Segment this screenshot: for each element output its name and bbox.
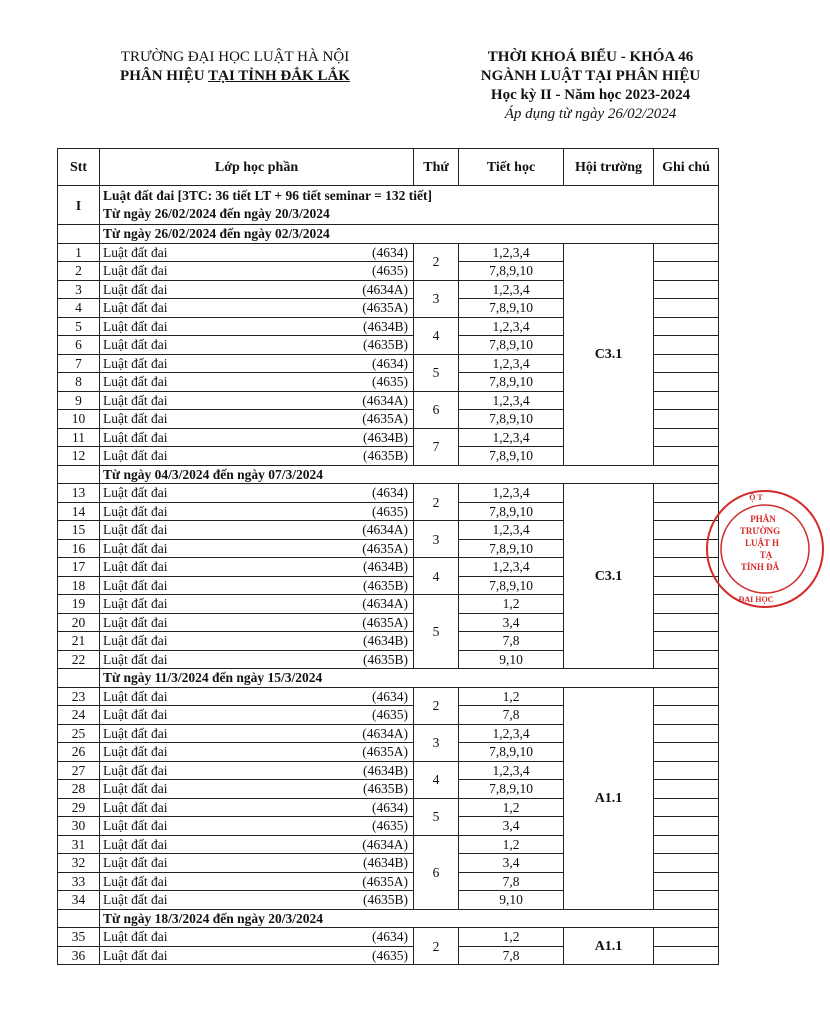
row-course bbox=[100, 484, 414, 503]
semester: Học kỳ II - Năm học 2023-2024 bbox=[490, 87, 691, 103]
class-code: (4635B) bbox=[363, 651, 408, 667]
course-name: Luật đất đai bbox=[103, 818, 168, 834]
room-cell: A1.1 bbox=[564, 928, 654, 965]
row-note bbox=[654, 336, 719, 355]
class-code: (4634A) bbox=[362, 522, 408, 538]
row-course bbox=[100, 373, 414, 392]
course-name: Luật đất đai bbox=[103, 300, 168, 316]
class-code: (4634B) bbox=[363, 855, 408, 871]
row-stt: 31 bbox=[58, 835, 100, 854]
class-code: (4634B) bbox=[363, 633, 408, 649]
row-periods: 1,2,3,4 bbox=[459, 558, 564, 577]
row-periods: 7,8 bbox=[459, 946, 564, 965]
row-course bbox=[100, 928, 414, 947]
svg-text:PHÂN: PHÂN bbox=[750, 514, 776, 524]
row-periods: 7,8,9,10 bbox=[459, 576, 564, 595]
row-course bbox=[100, 243, 414, 262]
row-periods: 7,8,9,10 bbox=[459, 539, 564, 558]
row-note bbox=[654, 262, 719, 281]
row-stt: 28 bbox=[58, 780, 100, 799]
row-note bbox=[654, 872, 719, 891]
branch-name-part1: PHÂN HIỆU bbox=[120, 68, 209, 84]
row-periods: 7,8,9,10 bbox=[459, 336, 564, 355]
course-name: Luật đất đai bbox=[103, 503, 168, 519]
row-stt: 27 bbox=[58, 761, 100, 780]
class-code: (4634A) bbox=[362, 725, 408, 741]
course-name: Luật đất đai bbox=[103, 596, 168, 612]
course-name: Luật đất đai bbox=[103, 522, 168, 538]
row-note bbox=[654, 706, 719, 725]
course-name: Luật đất đai bbox=[103, 281, 168, 297]
row-stt: 15 bbox=[58, 521, 100, 540]
row-periods: 1,2,3,4 bbox=[459, 761, 564, 780]
row-course bbox=[100, 558, 414, 577]
row-stt: 12 bbox=[58, 447, 100, 466]
class-code: (4635B) bbox=[363, 781, 408, 797]
course-name: Luật đất đai bbox=[103, 651, 168, 667]
class-code: (4634B) bbox=[363, 762, 408, 778]
row-course bbox=[100, 761, 414, 780]
row-course bbox=[100, 946, 414, 965]
row-note bbox=[654, 280, 719, 299]
row-note bbox=[654, 798, 719, 817]
row-note bbox=[654, 243, 719, 262]
row-note bbox=[654, 317, 719, 336]
row-day: 6 bbox=[414, 835, 459, 909]
row-day: 5 bbox=[414, 798, 459, 835]
room-cell: C3.1 bbox=[564, 484, 654, 669]
row-stt: 25 bbox=[58, 724, 100, 743]
row-stt: 32 bbox=[58, 854, 100, 873]
course-name: Luật đất đai bbox=[103, 614, 168, 630]
row-periods: 3,4 bbox=[459, 854, 564, 873]
row-periods: 7,8,9,10 bbox=[459, 447, 564, 466]
row-periods: 7,8,9,10 bbox=[459, 502, 564, 521]
row-note bbox=[654, 613, 719, 632]
official-seal bbox=[700, 484, 830, 614]
class-code: (4635A) bbox=[362, 300, 408, 316]
row-course bbox=[100, 317, 414, 336]
table-row bbox=[58, 687, 719, 706]
row-stt: 29 bbox=[58, 798, 100, 817]
week-header-row bbox=[58, 669, 719, 688]
week-header-row bbox=[58, 465, 719, 484]
row-course bbox=[100, 521, 414, 540]
row-stt: 16 bbox=[58, 539, 100, 558]
row-periods: 7,8,9,10 bbox=[459, 780, 564, 799]
week-spacer bbox=[58, 225, 100, 244]
class-code: (4634) bbox=[372, 929, 408, 945]
row-stt: 10 bbox=[58, 410, 100, 429]
row-stt: 7 bbox=[58, 354, 100, 373]
course-name: Luật đất đai bbox=[103, 855, 168, 871]
week-title: Từ ngày 11/3/2024 đến ngày 15/3/2024 bbox=[100, 669, 719, 688]
svg-text:ĐẠI HỌC: ĐẠI HỌC bbox=[738, 595, 774, 604]
class-code: (4635) bbox=[372, 947, 408, 963]
table-row bbox=[58, 243, 719, 262]
row-day: 4 bbox=[414, 761, 459, 798]
svg-text:TRƯỜNG: TRƯỜNG bbox=[739, 526, 781, 536]
row-course bbox=[100, 336, 414, 355]
row-course bbox=[100, 854, 414, 873]
row-course bbox=[100, 706, 414, 725]
svg-text:TẠ: TẠ bbox=[759, 550, 773, 560]
timetable bbox=[57, 148, 719, 965]
row-course bbox=[100, 280, 414, 299]
course-name: Luật đất đai bbox=[103, 337, 168, 353]
section-date-range: Từ ngày 26/02/2024 đến ngày 20/3/2024 bbox=[103, 206, 330, 221]
col-stt: Stt bbox=[58, 149, 100, 186]
row-stt: 24 bbox=[58, 706, 100, 725]
row-periods: 1,2,3,4 bbox=[459, 484, 564, 503]
row-course bbox=[100, 447, 414, 466]
row-periods: 1,2,3,4 bbox=[459, 724, 564, 743]
class-code: (4635B) bbox=[363, 337, 408, 353]
row-day: 2 bbox=[414, 687, 459, 724]
branch-name-part2: TẠI TỈNH ĐẮK LẮK bbox=[208, 68, 350, 84]
course-name: Luật đất đai bbox=[103, 947, 168, 963]
effective-date: Áp dụng từ ngày 26/02/2024 bbox=[504, 106, 677, 122]
row-periods: 1,2,3,4 bbox=[459, 317, 564, 336]
row-course bbox=[100, 817, 414, 836]
row-course bbox=[100, 354, 414, 373]
row-stt: 1 bbox=[58, 243, 100, 262]
row-periods: 1,2,3,4 bbox=[459, 280, 564, 299]
svg-text:LUẬT H: LUẬT H bbox=[744, 538, 780, 548]
row-periods: 1,2 bbox=[459, 835, 564, 854]
row-note bbox=[654, 854, 719, 873]
week-header-row bbox=[58, 909, 719, 928]
row-stt: 13 bbox=[58, 484, 100, 503]
course-name: Luật đất đai bbox=[103, 411, 168, 427]
row-note bbox=[654, 946, 719, 965]
row-course bbox=[100, 798, 414, 817]
course-name: Luật đất đai bbox=[103, 762, 168, 778]
class-code: (4635) bbox=[372, 374, 408, 390]
row-day: 5 bbox=[414, 354, 459, 391]
course-name: Luật đất đai bbox=[103, 263, 168, 279]
row-stt: 17 bbox=[58, 558, 100, 577]
course-name: Luật đất đai bbox=[103, 707, 168, 723]
class-code: (4634A) bbox=[362, 836, 408, 852]
row-stt: 4 bbox=[58, 299, 100, 318]
row-course bbox=[100, 410, 414, 429]
svg-text:TỈNH ĐẮ: TỈNH ĐẮ bbox=[740, 562, 780, 572]
week-spacer bbox=[58, 465, 100, 484]
row-note bbox=[654, 724, 719, 743]
course-name: Luật đất đai bbox=[103, 392, 168, 408]
course-name: Luật đất đai bbox=[103, 355, 168, 371]
class-code: (4635A) bbox=[362, 744, 408, 760]
row-periods: 7,8,9,10 bbox=[459, 262, 564, 281]
row-note bbox=[654, 373, 719, 392]
class-code: (4635) bbox=[372, 503, 408, 519]
row-note bbox=[654, 761, 719, 780]
row-stt: 26 bbox=[58, 743, 100, 762]
week-header-row bbox=[58, 225, 719, 244]
section-title bbox=[100, 186, 719, 225]
row-note bbox=[654, 817, 719, 836]
class-code: (4635) bbox=[372, 707, 408, 723]
row-note bbox=[654, 632, 719, 651]
class-code: (4635) bbox=[372, 263, 408, 279]
row-note bbox=[654, 447, 719, 466]
row-periods: 7,8,9,10 bbox=[459, 410, 564, 429]
row-periods: 7,8 bbox=[459, 872, 564, 891]
row-day: 7 bbox=[414, 428, 459, 465]
table-row bbox=[58, 484, 719, 503]
row-course bbox=[100, 872, 414, 891]
row-day: 4 bbox=[414, 558, 459, 595]
section-number: I bbox=[58, 186, 100, 225]
row-course bbox=[100, 539, 414, 558]
row-stt: 9 bbox=[58, 391, 100, 410]
row-course bbox=[100, 502, 414, 521]
row-stt: 21 bbox=[58, 632, 100, 651]
class-code: (4634A) bbox=[362, 392, 408, 408]
row-periods: 3,4 bbox=[459, 613, 564, 632]
timetable-title: THỜI KHOÁ BIỂU - KHÓA 46 bbox=[487, 49, 694, 65]
course-name: Luật đất đai bbox=[103, 688, 168, 704]
row-periods: 1,2 bbox=[459, 798, 564, 817]
row-periods: 1,2 bbox=[459, 687, 564, 706]
room-cell: C3.1 bbox=[564, 243, 654, 465]
course-name: Luật đất đai bbox=[103, 892, 168, 908]
col-note: Ghi chú bbox=[654, 149, 719, 186]
col-day: Thứ bbox=[414, 149, 459, 186]
row-course bbox=[100, 780, 414, 799]
row-periods: 7,8,9,10 bbox=[459, 299, 564, 318]
row-course bbox=[100, 262, 414, 281]
section-subject: Luật đất đai [3TC: 36 tiết LT + 96 tiết seminar = 132 tiết] bbox=[103, 188, 432, 203]
row-stt: 14 bbox=[58, 502, 100, 521]
row-periods: 1,2,3,4 bbox=[459, 243, 564, 262]
course-name: Luật đất đai bbox=[103, 744, 168, 760]
row-periods: 1,2,3,4 bbox=[459, 391, 564, 410]
branch-name bbox=[70, 67, 400, 86]
row-day: 6 bbox=[414, 391, 459, 428]
class-code: (4634A) bbox=[362, 281, 408, 297]
class-code: (4635B) bbox=[363, 577, 408, 593]
section-row bbox=[58, 186, 719, 225]
row-day: 3 bbox=[414, 521, 459, 558]
row-stt: 5 bbox=[58, 317, 100, 336]
course-name: Luật đất đai bbox=[103, 929, 168, 945]
timetable-header bbox=[418, 48, 763, 124]
university-name: TRƯỜNG ĐẠI HỌC LUẬT HÀ NỘI bbox=[120, 49, 350, 65]
row-periods: 1,2 bbox=[459, 595, 564, 614]
row-day: 2 bbox=[414, 484, 459, 521]
row-note bbox=[654, 687, 719, 706]
week-title: Từ ngày 04/3/2024 đến ngày 07/3/2024 bbox=[100, 465, 719, 484]
row-note bbox=[654, 650, 719, 669]
row-periods: 9,10 bbox=[459, 650, 564, 669]
row-stt: 11 bbox=[58, 428, 100, 447]
course-name: Luật đất đai bbox=[103, 429, 168, 445]
row-note bbox=[654, 780, 719, 799]
row-stt: 2 bbox=[58, 262, 100, 281]
row-periods: 7,8,9,10 bbox=[459, 373, 564, 392]
major-name: NGÀNH LUẬT TẠI PHÂN HIỆU bbox=[480, 68, 701, 84]
row-day: 4 bbox=[414, 317, 459, 354]
row-stt: 22 bbox=[58, 650, 100, 669]
row-periods: 7,8 bbox=[459, 706, 564, 725]
svg-text:Ộ T: Ộ T bbox=[749, 493, 763, 502]
course-name: Luật đất đai bbox=[103, 559, 168, 575]
class-code: (4635A) bbox=[362, 540, 408, 556]
row-day: 3 bbox=[414, 724, 459, 761]
class-code: (4634B) bbox=[363, 429, 408, 445]
class-code: (4635A) bbox=[362, 873, 408, 889]
course-name: Luật đất đai bbox=[103, 873, 168, 889]
class-code: (4635) bbox=[372, 818, 408, 834]
class-code: (4635A) bbox=[362, 411, 408, 427]
row-stt: 3 bbox=[58, 280, 100, 299]
class-code: (4635A) bbox=[362, 614, 408, 630]
table-header-row bbox=[58, 149, 719, 186]
row-course bbox=[100, 891, 414, 910]
col-room: Hội trường bbox=[564, 149, 654, 186]
row-periods: 3,4 bbox=[459, 817, 564, 836]
row-note bbox=[654, 891, 719, 910]
course-name: Luật đất đai bbox=[103, 448, 168, 464]
row-stt: 6 bbox=[58, 336, 100, 355]
row-course bbox=[100, 576, 414, 595]
course-name: Luật đất đai bbox=[103, 836, 168, 852]
class-code: (4634A) bbox=[362, 596, 408, 612]
room-cell: A1.1 bbox=[564, 687, 654, 909]
row-course bbox=[100, 724, 414, 743]
row-note bbox=[654, 299, 719, 318]
row-note bbox=[654, 743, 719, 762]
row-note bbox=[654, 354, 719, 373]
row-stt: 33 bbox=[58, 872, 100, 891]
row-day: 3 bbox=[414, 280, 459, 317]
row-periods: 1,2,3,4 bbox=[459, 521, 564, 540]
row-stt: 30 bbox=[58, 817, 100, 836]
week-title: Từ ngày 26/02/2024 đến ngày 02/3/2024 bbox=[100, 225, 719, 244]
row-stt: 35 bbox=[58, 928, 100, 947]
row-day: 2 bbox=[414, 243, 459, 280]
week-spacer bbox=[58, 909, 100, 928]
row-course bbox=[100, 632, 414, 651]
course-name: Luật đất đai bbox=[103, 725, 168, 741]
row-stt: 34 bbox=[58, 891, 100, 910]
row-stt: 23 bbox=[58, 687, 100, 706]
row-course bbox=[100, 299, 414, 318]
class-code: (4634) bbox=[372, 244, 408, 260]
row-course bbox=[100, 595, 414, 614]
row-stt: 19 bbox=[58, 595, 100, 614]
course-name: Luật đất đai bbox=[103, 577, 168, 593]
school-header bbox=[70, 48, 400, 86]
row-note bbox=[654, 410, 719, 429]
course-name: Luật đất đai bbox=[103, 799, 168, 815]
row-course bbox=[100, 650, 414, 669]
row-periods: 9,10 bbox=[459, 891, 564, 910]
course-name: Luật đất đai bbox=[103, 374, 168, 390]
class-code: (4634) bbox=[372, 485, 408, 501]
row-stt: 20 bbox=[58, 613, 100, 632]
row-course bbox=[100, 835, 414, 854]
course-name: Luật đất đai bbox=[103, 485, 168, 501]
row-course bbox=[100, 687, 414, 706]
row-course bbox=[100, 391, 414, 410]
class-code: (4635B) bbox=[363, 892, 408, 908]
class-code: (4634) bbox=[372, 799, 408, 815]
row-note bbox=[654, 835, 719, 854]
row-periods: 1,2,3,4 bbox=[459, 428, 564, 447]
row-course bbox=[100, 743, 414, 762]
timetable-body bbox=[58, 186, 719, 965]
week-spacer bbox=[58, 669, 100, 688]
table-row bbox=[58, 928, 719, 947]
course-name: Luật đất đai bbox=[103, 540, 168, 556]
row-periods: 1,2,3,4 bbox=[459, 354, 564, 373]
row-day: 2 bbox=[414, 928, 459, 965]
col-class: Lớp học phần bbox=[100, 149, 414, 186]
row-course bbox=[100, 613, 414, 632]
row-periods: 7,8 bbox=[459, 632, 564, 651]
class-code: (4635B) bbox=[363, 448, 408, 464]
course-name: Luật đất đai bbox=[103, 781, 168, 797]
course-name: Luật đất đai bbox=[103, 244, 168, 260]
row-note bbox=[654, 928, 719, 947]
row-day: 5 bbox=[414, 595, 459, 669]
class-code: (4634) bbox=[372, 355, 408, 371]
row-stt: 8 bbox=[58, 373, 100, 392]
row-periods: 1,2 bbox=[459, 928, 564, 947]
class-code: (4634B) bbox=[363, 559, 408, 575]
row-stt: 36 bbox=[58, 946, 100, 965]
row-note bbox=[654, 391, 719, 410]
class-code: (4634B) bbox=[363, 318, 408, 334]
row-periods: 7,8,9,10 bbox=[459, 743, 564, 762]
row-stt: 18 bbox=[58, 576, 100, 595]
row-course bbox=[100, 428, 414, 447]
course-name: Luật đất đai bbox=[103, 318, 168, 334]
col-periods: Tiết học bbox=[459, 149, 564, 186]
week-title: Từ ngày 18/3/2024 đến ngày 20/3/2024 bbox=[100, 909, 719, 928]
course-name: Luật đất đai bbox=[103, 633, 168, 649]
row-note bbox=[654, 428, 719, 447]
class-code: (4634) bbox=[372, 688, 408, 704]
